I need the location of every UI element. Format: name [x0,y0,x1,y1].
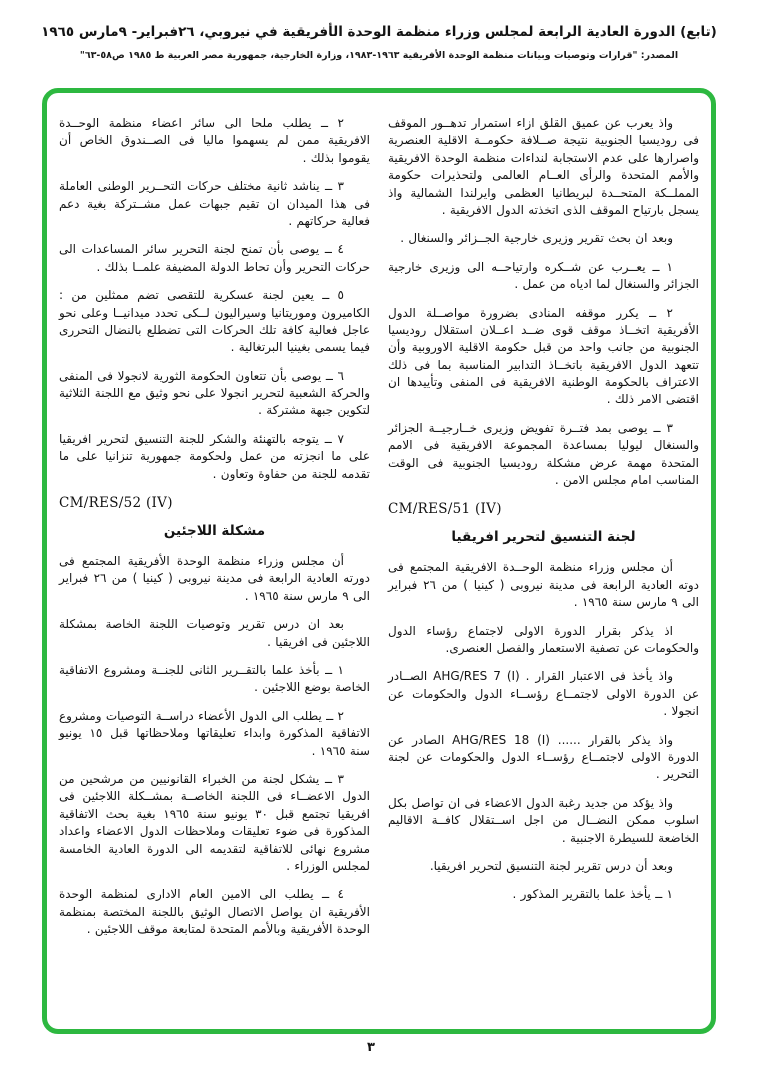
page-header [0,24,758,61]
resolution-clause: ٤ ــ يوصى بأن تمنح لجنة التحرير سائر المساعدات الى حركات التحرير وأن تحاط الدولة المضيفة علمــا بذلك . [59,242,370,274]
source-citation: المصدر: "قرارات وتوصيات وبيانات منظمة الوحدة الأفريقية ١٩٦٣-١٩٨٣، وزارة الخارجية، جمهورية مصر العربية ط ١٩٨٥ ص٥٨-٦٣" [79,50,679,61]
resolution-clause: ٢ ــ يطلب ملحا الى سائر اعضاء منظمة الوحــدة الافريقية ممن لم يسهموا ماليا فى الصــندوق الخاص أن يقوموا بذلك . [59,116,370,165]
resolution-clause: ٥ ــ يعين لجنة عسكرية للتقصى تضم ممثلين من : الكاميرون وموريتانيا وسيراليون لــكى تحدد ميدانيــا وعلى نحو عاجل فعالية كافة تلك الحركات التى تضطلع بالنضال التحررى فيما يسمى بغينيا البرتغالية . [59,288,370,355]
resolution-clause: أن مجلس وزراء منظمة الوحــدة الافريقية المجتمع فى دوته العادية الرابعة فى مدينة نيروبى ( كينيا ) من ٢٦ فبراير الى ٩ مارس سنة ١٩٦٥ . [388,560,699,610]
resolution-clause: اذ يذكر بقرار الدورة الاولى لاجتماع رؤساء الدول والحكومات عن تصفية الاستعمار والفصل العنصرى. [388,623,699,655]
resolution-clause: ٣ ــ يشكل لجنة من الخبراء القانونيين من مرشحين من الدول الاعضــاء فى اللجنة الخاصــة بمشــكلة اللاجئين فى افريقيا تجتمع قبل ٣٠ يونيو سنة ١٩٦٥ بغية بحث الاتفاقية المذكورة فى ضوء تعليقات وملاحظات الدول الاعضاء واعداد مشروع نهائى للاتفاقية لتقديمه الى الدورة العادية الخامسة لمجلس الوزراء . [59,771,370,873]
resolution-clause: وبعد ان بحث تقرير وزيرى خارجية الجــزائر والسنغال . [400,231,673,246]
resolution-clause: ١ ــ بأخذ علما بالتقــرير الثانى للجنــة ومشروع الاتفاقية الخاصة بوضع اللاجئين . [59,662,370,695]
resolution-clause: ٢ ــ يطلب الى الدول الأعضاء دراســة التوصيات ومشروع الاتفاقية المذكورة وابداء تعليقاتها وملاحظاتها قبل ١٥ يونيو سنة ١٩٦٥ . [59,708,370,758]
resolution-clause: أن مجلس وزراء منظمة الوحدة الأفريقية المجتمع فى دورته العادية الرابعة فى مدينة نيروبى ( كينيا ) من ٢٦ فبراير الى ٩ مارس سنة ١٩٦٥ . [59,554,370,603]
resolution-clause: ٤ ــ يطلب الى الامين العام الادارى لمنظمة الوحدة الأفريقية ان يواصل الاتصال الوثيق باللجنة المختصة بمنظمة الوحدة الأفريقية وبالأمم المتحدة لمتابعة موقف اللاجئين . [59,887,370,937]
section-heading: مشكلة اللاجئين [163,523,266,540]
section-heading: لجنة التنسيق لتحرير افريقيا [451,529,636,546]
resolution-clause: ٧ ــ يتوجه بالتهنئة والشكر للجنة التنسيق لتحرير افريقيا على ما انجزته من عمل ولحكومة جمهورية تنزانيا على ما تقدمه للجنة من حفاوة وتعاون . [59,431,370,481]
resolution-clause: ٣ ــ يناشد ثانية مختلف حركات التحــرير الوطنى العاملة فى هذا الميدان ان تقيم جبهات عمل مشــتركة بغية دعم فعالية حركاتهم . [59,179,370,228]
resolution-clause: وبعد أن درس تقرير لجنة التنسيق لتحرير افريقيا. [429,858,673,873]
resolution-clause: ١ ــ يعــرب عن شــكره وارتياحــه الى وزيرى خارجية الجزائر والسنغال لما ادياه من عمل . [388,259,699,292]
resolution-clause: ٣ ــ يوصى بمد فتــرة تفويض وزيرى خــارجيــة الجزائر والسنغال ليوليا بمساعدة المجموعة الافريقية فى الامم المتحدة مهمة عرض مشكلة روديسيا الجنوبية فى الوقت المناسب امام مجلس الامن . [388,420,699,488]
resolution-clause: ٢ ــ يكرر موقفه المنادى بضرورة مواصــلة الدول الأفريقية اتخــاذ موقف قوى ضــد اعــلان استقلال روديسيا الجنوبية من جانب واحد من قبل حكومة الاقلية الاوروبية وأن تتعهد الدول الافريقية باتخــاذ التدابير المناسبة بما فى ذلك الاعتراف بالحكومة الوطنية الافريقية فى المنفى وتأييدها ان اقتضى الامر ذلك . [388,305,699,407]
resolution-clause: ٦ ــ يوصى بأن تتعاون الحكومة الثورية لانجولا فى المنفى والحركة الشعبية لتحرير انجولا على نحو وثيق مع اللجنة الثلاثية لتكوين جبهة مشتركة . [59,368,370,418]
page-number: ٣ [367,1040,375,1055]
resolution-ref: CM/RES/51 (IV) [388,501,502,518]
resolution-clause: واذ يعرب عن عميق القلق ازاء استمرار تدهــور الموقف فى روديسيا الجنوبية نتيجة صــلافة حكومــة الاقلية العنصرية واصرارها على عدم الاستجابة لنداءات منظمة الوحدة الافريقية والأمم المتحدة والرأى العــام العالمى ولتحذيرات حكومة المملــكة المتحــدة لبريطانيا العظمى وايرلندا الشمالية واذ يسجل بارتياح الموقف الذى اتخذته الدول الافريقية . [388,116,699,217]
resolution-clause: واذ يؤكد من جديد رغبة الدول الاعضاء فى ان تواصل بكل اسلوب ممكن النضــال من اجل اســتقلال كافــة الاقاليم الخاضعة للسيطرة الاجنبية . [388,795,699,845]
document-frame [42,88,716,1034]
resolution-clause: ١ ــ يأخذ علما بالتقرير المذكور . [512,887,673,902]
resolution-clause: واذ يذكر بالقرار ...... ‎AHG/RES 18 (I)‎ الصادر عن الدورة الاولى لاجتمــاع رؤســاء الدول والحكومات عن لجنة التحرير . [388,732,699,782]
page-title: (تابع) الدورة العادية الرابعة لمجلس وزراء منظمة الوحدة الأفريقية في نيروبي، ٢٦فبراير- ٩مارس ١٩٦٥ [41,24,717,40]
right-column [388,115,699,1029]
left-column [59,115,370,1029]
resolution-clause: واذ يأخذ فى الاعتبار القرار . ‎AHG/RES 7 (I)‎ الصــادر عن الدورة الاولى لاجتمــاع رؤســاء الدول والحكومات عن انجولا . [388,669,699,719]
resolution-clause: بعد ان درس تقرير وتوصيات اللجنة الخاصة بمشكلة اللاجئين فى افريقيا . [59,617,370,649]
resolution-ref: CM/RES/52 (IV) [59,495,173,512]
